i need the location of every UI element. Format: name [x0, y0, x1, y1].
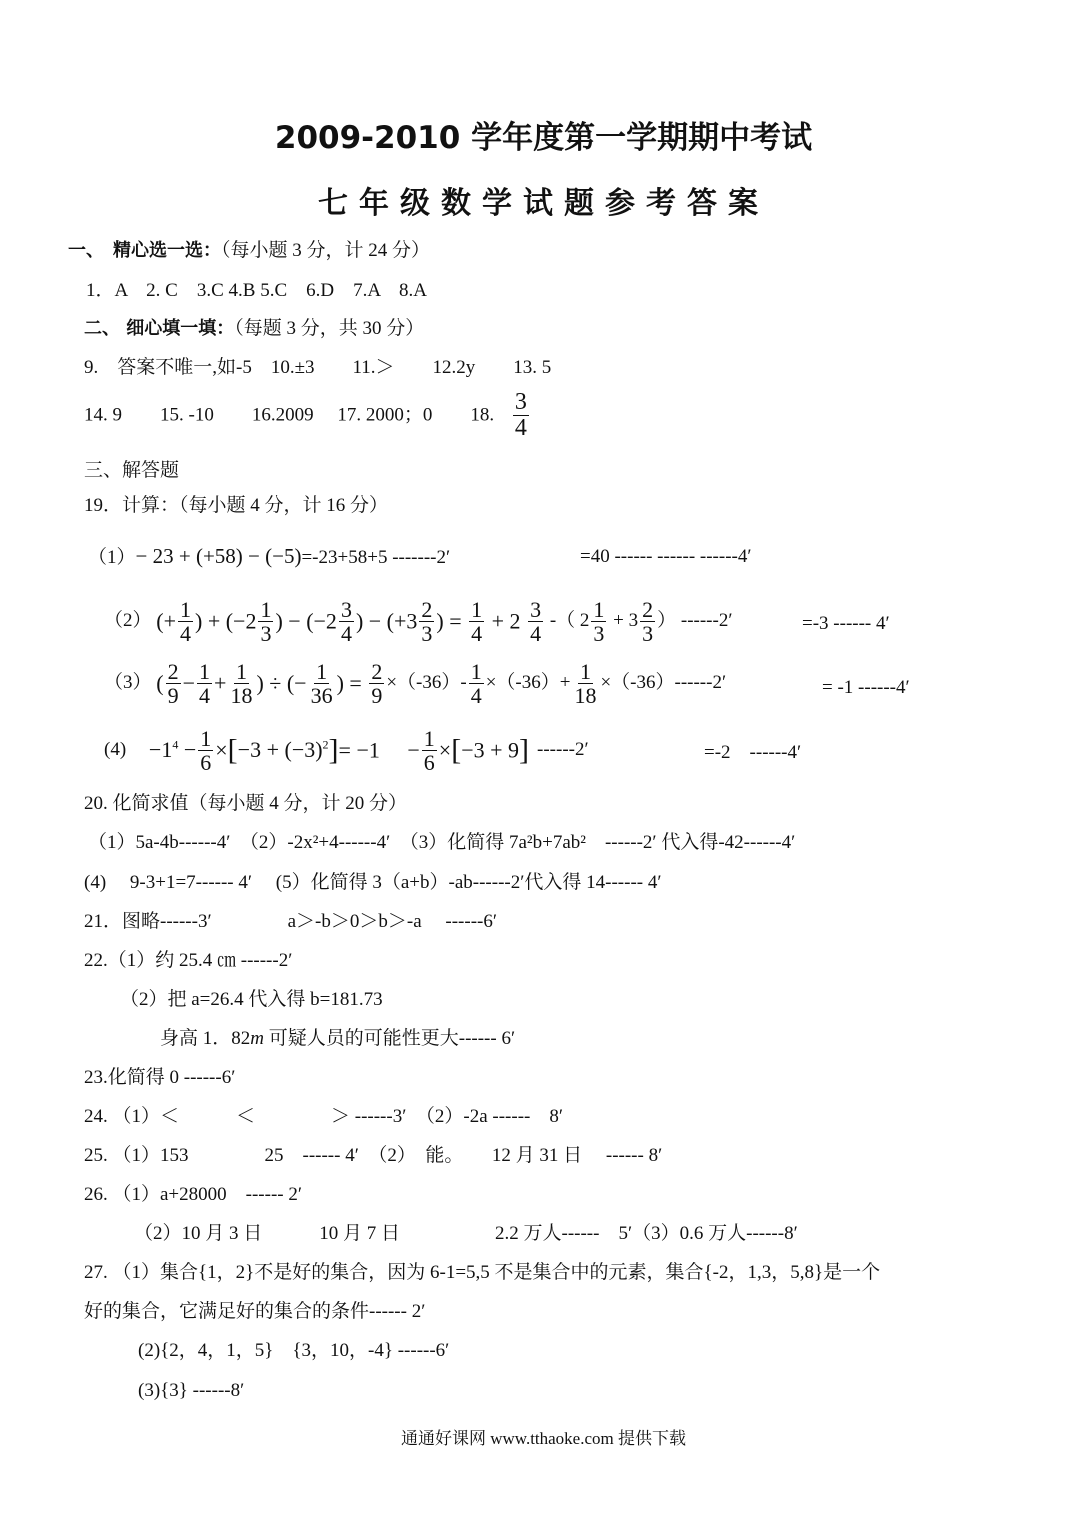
section-2-line-2 [84, 390, 531, 441]
fraction: $\frac{2}{3}$ [642, 597, 654, 647]
q19-p3-score: ------2′ [674, 672, 727, 694]
q19-header: 19．计算：（每小题 4 分，计 16 分） [84, 495, 389, 516]
fraction: $\frac{3}{4}$ [340, 597, 352, 647]
fraction: $\frac{1}{18}$ [230, 659, 253, 709]
q18-numerator: 3 [514, 389, 527, 415]
fraction: $\frac{1}{18}$ [574, 659, 597, 709]
q19-p1-expression: − 23 + (+58) − (−5) [135, 544, 302, 568]
section-2-note: （每题 3 分，共 30 分） [234, 318, 425, 339]
fraction: $\frac{1}{3}$ [593, 597, 605, 647]
q19-p1-label: （1） [88, 547, 136, 568]
q22-height-text: 身高 1．82 [160, 1028, 251, 1049]
q27-line-4: (3){3} ------8′ [138, 1380, 245, 1401]
fraction: $\frac{1}{4}$ [180, 597, 191, 647]
section-2-line-2-text: 14. 9 15. -10 16.2009 17. 2000；0 18. [84, 404, 495, 426]
section-1-title: 一、 精心选一选： [68, 240, 221, 261]
q26-line-2: （2）10 月 3 日 10 月 7 日 2.2 万人------ 5′（3）0.6 万人------8′ [134, 1223, 798, 1244]
q22-unit: m [250, 1028, 264, 1049]
q21-answer: 21．图略------3′ a＞-b＞0＞b＞-a ------6′ [84, 911, 498, 932]
q26-line-1: 26. （1）a+28000 ------ 2′ [84, 1184, 303, 1205]
fraction: $\frac{1}{4}$ [471, 597, 483, 647]
q19-p4-result: =-2 ------4′ [704, 742, 802, 763]
document-title: 2009-2010 学年度第一学期期中考试 [274, 120, 813, 156]
q27-line-1: 27. （1）集合{1，2}不是好的集合，因为 6-1=5,5 不是集合中的元素，集合{-2，1,3，5,8}是一个 [84, 1262, 881, 1283]
q24-answer: 24. （1）＜ ＜ ＞ ------3′ （2）-2a ------ 8′ [84, 1106, 563, 1127]
fraction: $\frac{1}{4}$ [199, 659, 211, 709]
fraction: $\frac{2}{9}$ [371, 659, 383, 709]
q22-line-2: （2）把 a=26.4 代入得 b=181.73 [120, 989, 383, 1010]
section-1-answers: 1．A 2. C 3.C 4.B 5.C 6.D 7.A 8.A [86, 280, 427, 301]
q19-p2-label: （2） [104, 610, 152, 632]
q19-p1-step: =-23+58+5 -------2′ [301, 547, 451, 568]
q20-header: 20. 化简求值（每小题 4 分，计 20 分） [84, 793, 408, 814]
section-1-header [68, 240, 430, 263]
q27-line-3: (2){2，4，1，5} {3，10，-4} ------6′ [138, 1340, 450, 1361]
q19-p2-score: ------2′ [680, 610, 733, 632]
q19-p1-result: =40 ------ ------ ------4′ [580, 546, 752, 567]
section-1-note: （每小题 3 分，计 24 分） [221, 240, 431, 261]
fraction: $\frac{2}{3}$ [421, 597, 433, 647]
fraction: $\frac{1}{4}$ [470, 659, 482, 709]
q22-line-1: 22.（1）约 25.4 ㎝ ------2′ [84, 950, 293, 971]
q19-p4-label: (4) [104, 739, 127, 761]
document-subtitle: 七年级数学试题参考答案 [318, 186, 769, 221]
footer-source: 通通好课网 www.tthaoke.com 提供下载 [400, 1429, 687, 1448]
section-2-line-1: 9. 答案不唯一,如-5 10.±3 11.＞ 12.2y 13. 5 [84, 357, 552, 378]
q25-answer: 25. （1）153 25 ------ 4′ （2） 能。 12 月 31 日 ------ 8′ [84, 1145, 663, 1166]
q22-conclusion: 可疑人员的可能性更大------ 6′ [264, 1028, 516, 1049]
q20-line-1: （1）5a-4b------4′ （2）-2x²+4------4′ （3）化简得 7a²b+7ab² ------2′ 代入得-42------4′ [88, 832, 796, 853]
q19-p4-score: ------2′ [537, 739, 589, 761]
q19-p3-label: （3） [104, 672, 152, 694]
q19-part-3: （3） ( $\frac{2}{9}$ − $\frac{1}{4}$ + $\frac{1}{18}$ ) ÷ (− $\frac{1}{36}$ ) = $\frac{2}{9}$ ×（-36）- $\frac{1}{4}$ ×（-36）+ $\frac{1}{18}$ ×（-36）------2′ [104, 659, 727, 709]
fraction: $\frac{1}{36}$ [310, 659, 333, 709]
fraction: $\frac{1}{6}$ [423, 726, 435, 776]
q18-denominator: 4 [514, 415, 527, 442]
q19-p2-result: =-3 ------ 4′ [802, 613, 890, 634]
q19-part-1 [88, 544, 450, 570]
q19-part-4: $(4) -1^4$ − $\frac{1}{6}$ $\times[-3 + (-3)^2]= -1$ − $\frac{1}{6}$ ×[−3 + 9] ------2′ [104, 726, 589, 776]
fraction: $\frac{3}{4}$ [530, 597, 542, 647]
q22-line-3 [160, 1028, 515, 1051]
fraction: $\frac{2}{9}$ [167, 659, 179, 709]
section-3-title: 三、解答题 [84, 460, 180, 481]
q19-part-2: （2） (+ $\frac{1}{4}$ ) + (−2 $\frac{1}{3}$ ) − (−2 $\frac{3}{4}$ ) − (+3 $\frac{2}{3}$ ) = $\frac{1}{4}$ + 2 $\frac{3}{4}$ -（ 2 $\frac{1}{3}$ + 3 $\frac{2}{3}$ ） ------2′ [104, 597, 733, 647]
section-2-title: 二、 细心填一填： [84, 318, 235, 339]
fraction: $\frac{1}{3}$ [260, 597, 272, 647]
section-2-header [84, 318, 424, 341]
fraction: $\frac{1}{6}$ [200, 726, 212, 776]
q18-fraction [513, 390, 529, 441]
q27-line-2: 好的集合，它满足好的集合的条件------ 2′ [84, 1301, 426, 1322]
q23-answer: 23.化简得 0 ------6′ [84, 1067, 236, 1088]
q20-line-2: (4) 9-3+1=7------ 4′ (5）化简得 3（a+b）-ab------2′代入得 14------ 4′ [84, 872, 662, 893]
q19-p3-result: = -1 ------4′ [822, 677, 910, 698]
